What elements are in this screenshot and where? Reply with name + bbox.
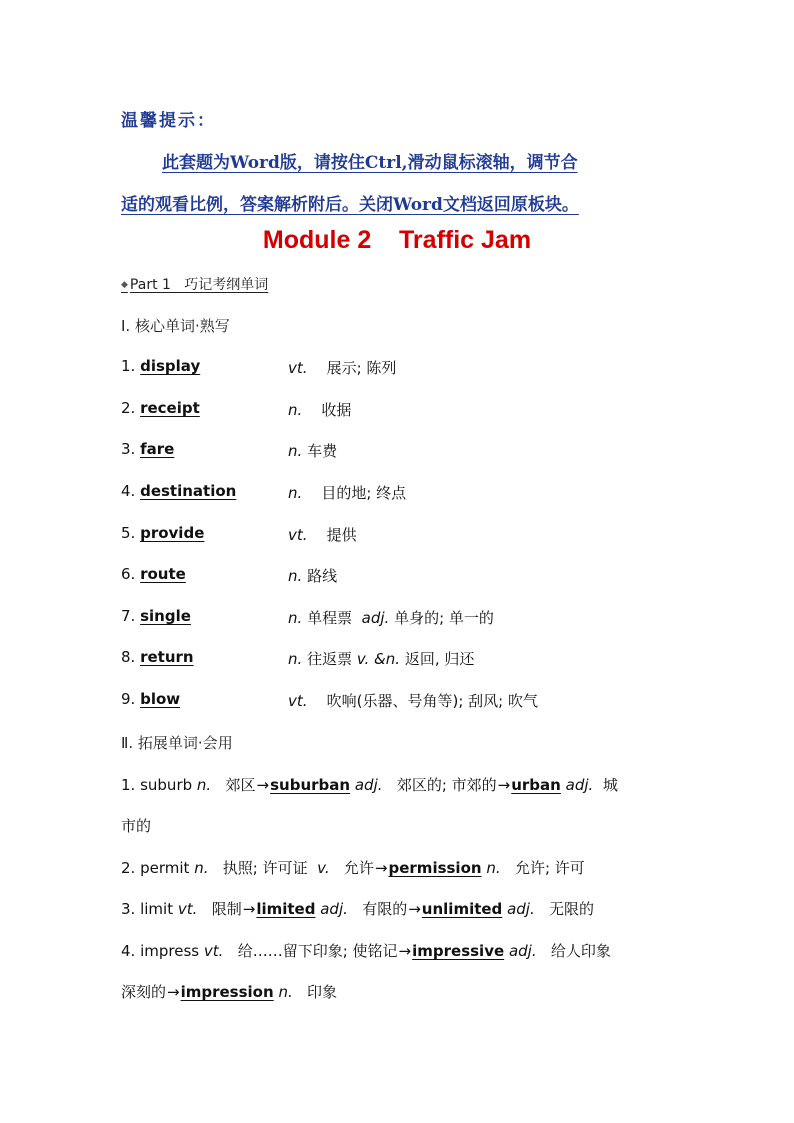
vocab-row: 5. provide vt. 提供 xyxy=(121,524,357,544)
extended-item-continued: 市的 xyxy=(121,817,152,835)
vocab-row: 6. route n. 路线 xyxy=(121,565,338,585)
arrow-icon: → xyxy=(374,859,388,877)
extended-item: 4. impress vt. 给……留下印象; 使铭记→impressive adj. 给人印象 xyxy=(121,942,611,960)
vocab-row: 7. single n. 单程票 adj. 单身的; 单一的 xyxy=(121,607,494,627)
extended-item: 2. permit n. 执照; 许可证 v. 允许→permission n. 允许; 许可 xyxy=(121,859,585,877)
vocab-word: route xyxy=(140,565,186,583)
vocab-word: return xyxy=(140,648,194,666)
extended-item: 1. suburb n. 郊区→suburban adj. 郊区的; 市郊的→urban adj. 城 xyxy=(121,776,618,794)
extended-item-continued: 深刻的→impression n. 印象 xyxy=(121,983,338,1001)
arrow-icon: → xyxy=(497,776,511,794)
vocab-word: blow xyxy=(140,690,181,708)
part-label: Part 1 巧记考纲单词 xyxy=(129,277,269,293)
vocab-row: 8. return n. 往返票 v. &n. 返回, 归还 xyxy=(121,648,475,668)
vocab-word: receipt xyxy=(140,399,200,417)
notice-line-2: 适的观看比例，答案解析附后。关闭Word文档返回原板块。 xyxy=(121,195,579,215)
notice-title: 温馨提示： xyxy=(121,111,216,131)
vocab-row: 3. fare n. 车费 xyxy=(121,440,338,460)
section-heading-core: Ⅰ. 核心单词·熟写 xyxy=(121,317,230,335)
arrow-icon: → xyxy=(398,942,412,960)
vocab-word: display xyxy=(140,357,201,375)
diamond-bullet-icon: ◆ xyxy=(121,280,128,290)
vocab-row: 2. receipt n. 收据 xyxy=(121,399,352,419)
vocab-row: 4. destination n. 目的地; 终点 xyxy=(121,482,407,502)
vocab-row: 9. blow vt. 吹响(乐器、号角等); 刮风; 吹气 xyxy=(121,690,538,710)
module-title: Module 2 Traffic Jam xyxy=(262,226,532,254)
extended-item: 3. limit vt. 限制→limited adj. 有限的→unlimited adj. 无限的 xyxy=(121,900,595,918)
arrow-icon: → xyxy=(167,983,180,1001)
vocab-word: destination xyxy=(140,482,237,500)
vocab-word: single xyxy=(140,607,191,625)
part-heading xyxy=(121,274,268,294)
vocab-word: fare xyxy=(140,440,175,458)
arrow-icon: → xyxy=(242,900,256,918)
section-heading-extended: Ⅱ. 拓展单词·会用 xyxy=(121,734,233,752)
vocab-word: provide xyxy=(140,524,205,542)
notice-line-1: 此套题为Word版，请按住Ctrl,滑动鼠标滚轴，调节合 xyxy=(162,153,578,173)
vocab-row: 1. display vt. 展示; 陈列 xyxy=(121,357,397,377)
arrow-icon: → xyxy=(408,900,421,918)
arrow-icon: → xyxy=(256,776,270,794)
